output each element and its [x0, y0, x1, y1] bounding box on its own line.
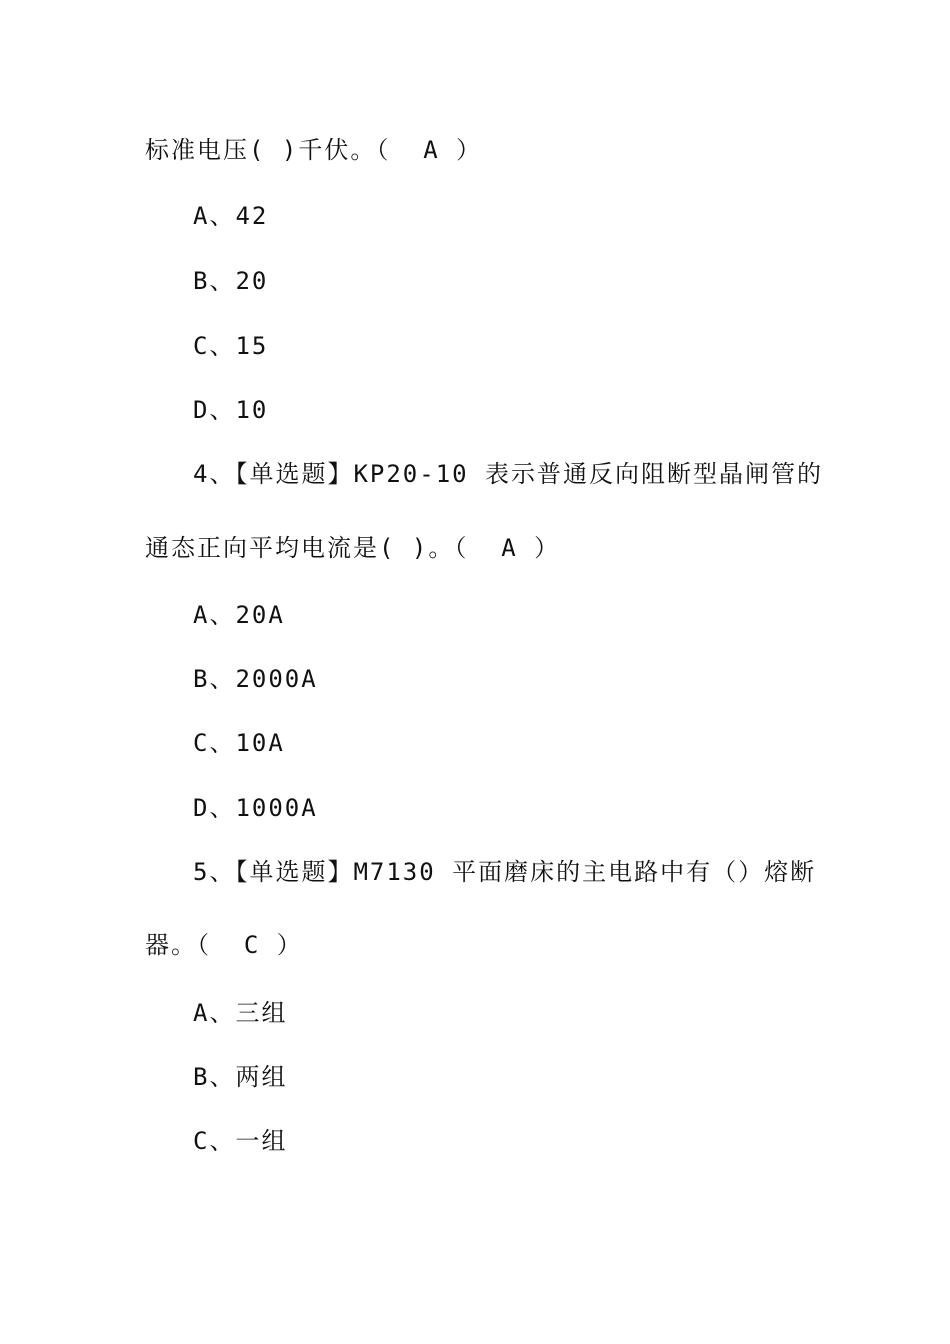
option-b: B、两组: [193, 1063, 288, 1091]
option-c: C、15: [193, 332, 269, 360]
question-3-continuation: 标准电压( )千伏。（ A ）: [145, 136, 483, 164]
question-5-continuation: 器。（ C ）: [145, 931, 303, 959]
question-4-title: 4、【单选题】KP20-10 表示普通反向阻断型晶闸管的: [193, 460, 824, 488]
option-d: D、1000A: [193, 794, 318, 822]
option-d: D、10: [193, 396, 269, 424]
option-a: A、42: [193, 202, 269, 230]
question-5-title: 5、【单选题】M7130 平面磨床的主电路中有（）熔断: [193, 858, 817, 886]
option-a: A、三组: [193, 999, 288, 1027]
option-c: C、一组: [193, 1127, 288, 1155]
question-4-continuation: 通态正向平均电流是( )。（ A ）: [145, 534, 561, 562]
option-c: C、10A: [193, 729, 285, 757]
option-b: B、20: [193, 267, 269, 295]
option-b: B、2000A: [193, 665, 318, 693]
option-a: A、20A: [193, 601, 285, 629]
